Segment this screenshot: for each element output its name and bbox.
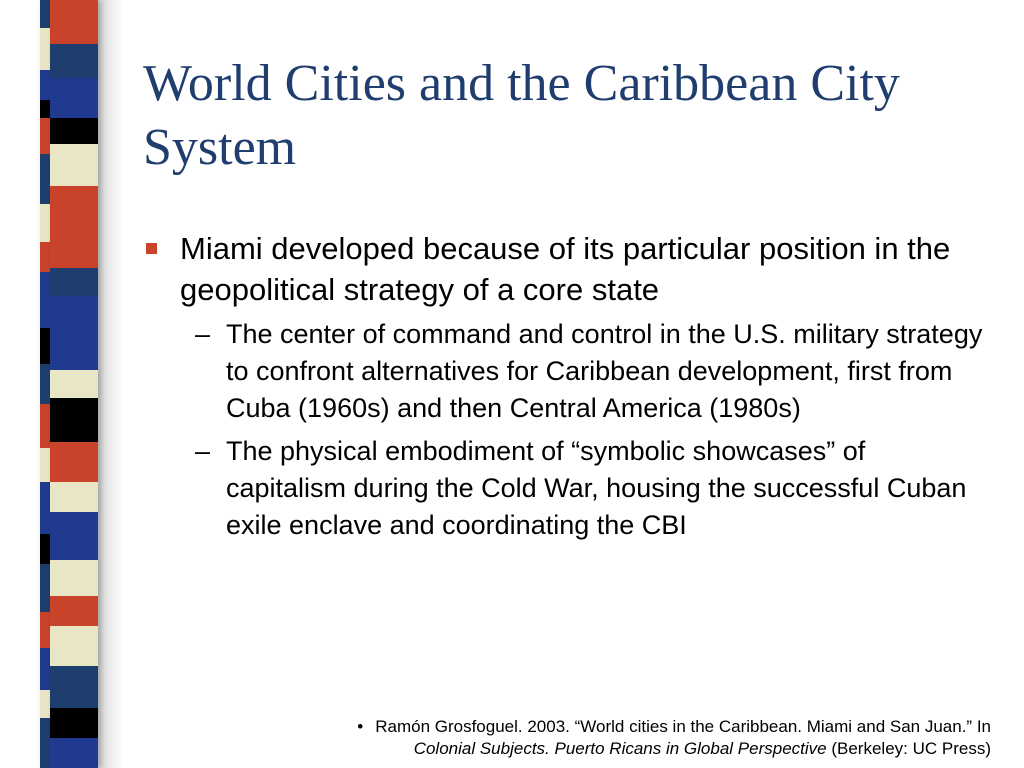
sub-bullet-text: The physical embodiment of “symbolic showcases” of capitalism during the Cold War, housing the successful Cuban exile enclave and coordinating the CBI (226, 436, 967, 540)
title-line-2: System (143, 119, 297, 176)
dash-bullet-icon: – (195, 436, 211, 466)
decorative-stripe-band (0, 0, 124, 768)
sub-bullet-item (143, 316, 983, 427)
sub-bullet-text: The center of command and control in the U.S. military strategy to confront alternatives for Caribbean development, first from Cuba (1960s) and then Central America (1980s) (226, 319, 983, 423)
sub-bullet-item (143, 433, 983, 544)
bullet-item (143, 228, 983, 310)
citation-footnote (191, 716, 991, 760)
sub-bullet-list (143, 316, 983, 544)
bullet-list (143, 228, 983, 550)
dash-bullet-icon: – (195, 319, 211, 349)
citation-line-1 (191, 716, 991, 738)
citation-line-2 (191, 738, 991, 760)
citation-publisher: (Berkeley: UC Press) (826, 739, 991, 758)
square-bullet-icon (146, 243, 157, 254)
bullet-dot-icon: • (357, 717, 364, 736)
bullet-text: Miami developed because of its particular position in the geopolitical strategy of a core state (180, 231, 951, 307)
citation-book-title: Colonial Subjects. Puerto Ricans in Global Perspective (413, 739, 827, 758)
citation-author-text: Ramón Grosfoguel. 2003. “World cities in the Caribbean. Miami and San Juan.” In (375, 717, 991, 736)
decorative-strip-front (50, 0, 98, 768)
slide-title (143, 52, 1003, 180)
title-line-1: World Cities and the Caribbean City (143, 55, 900, 112)
